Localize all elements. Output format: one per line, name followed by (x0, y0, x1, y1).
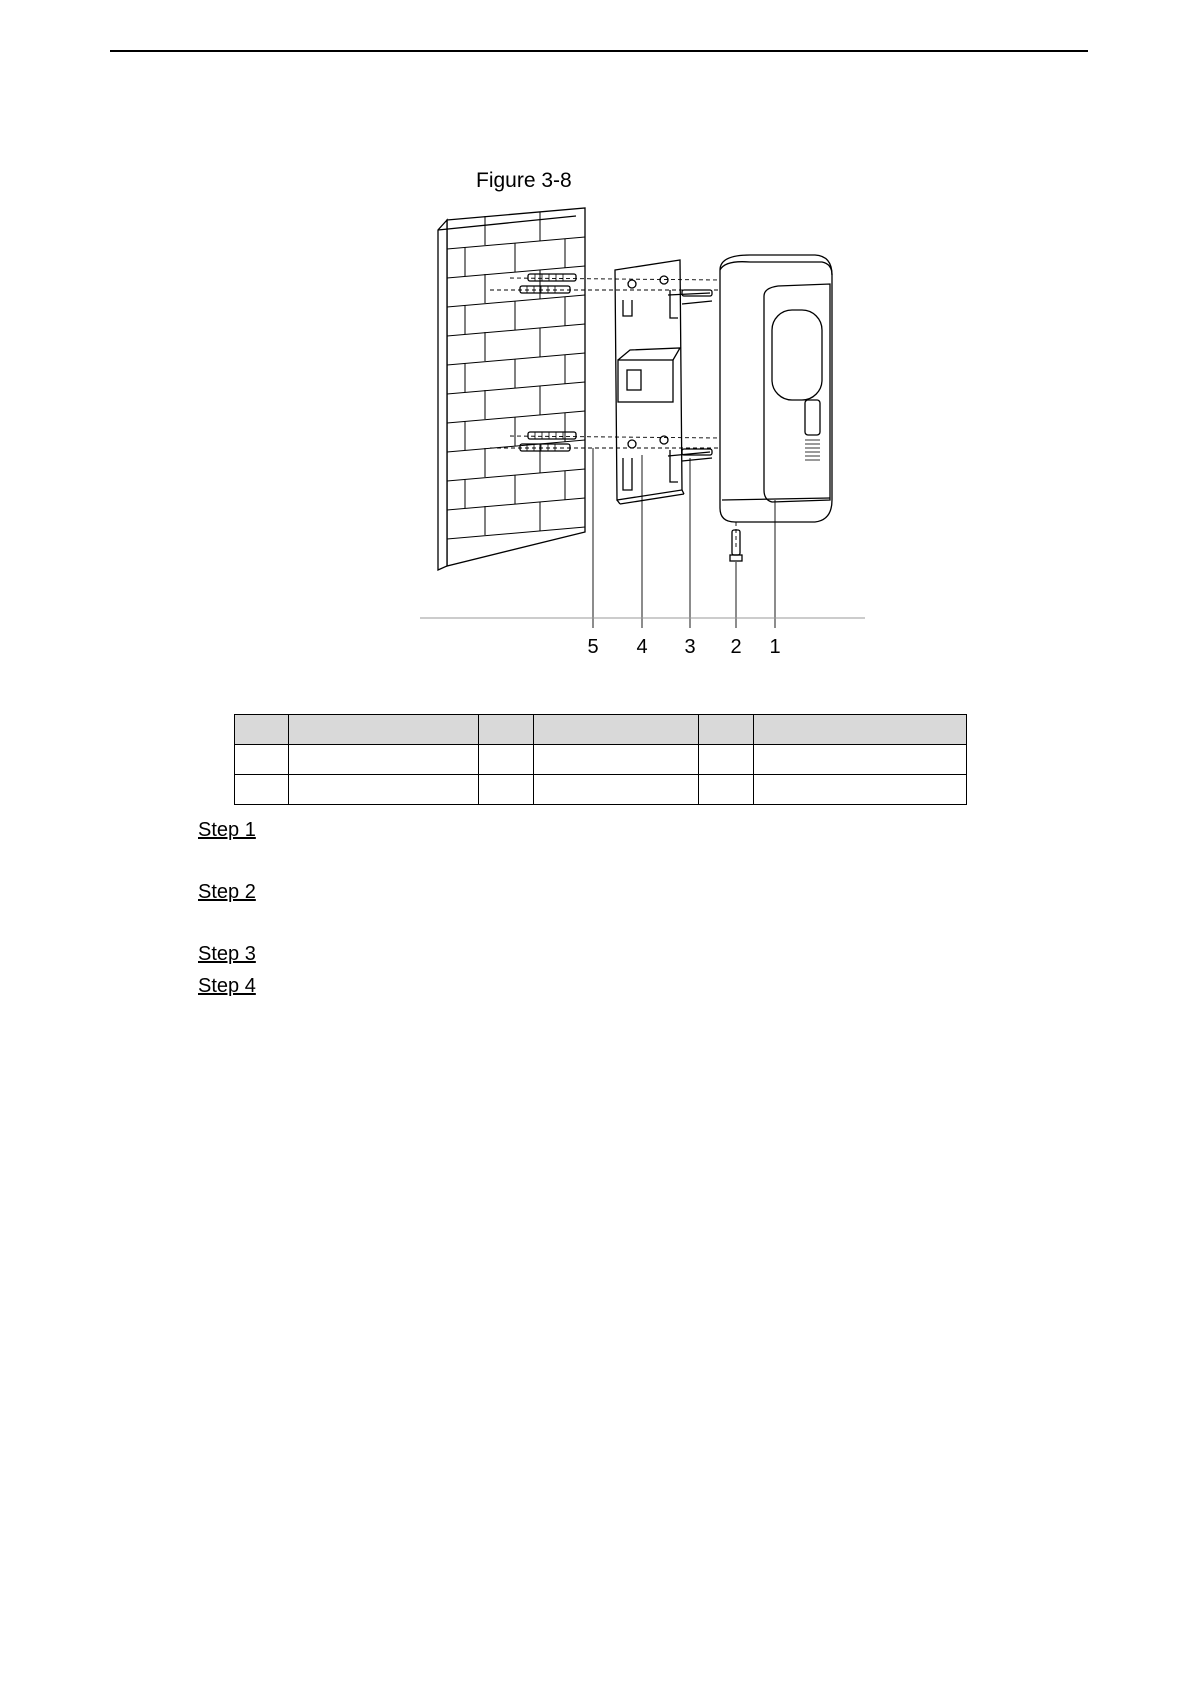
callout-1: 1 (769, 636, 781, 658)
wall-mount-installation-diagram (420, 200, 865, 660)
table-cell (754, 745, 967, 775)
table-cell (289, 715, 479, 745)
callout-5: 5 (587, 636, 599, 658)
table-cell (699, 775, 754, 805)
figure-caption: Figure 3-8 (476, 169, 572, 192)
table-cell (479, 775, 534, 805)
step-4-link[interactable]: Step 4 (198, 975, 256, 997)
table-cell (235, 745, 289, 775)
table-cell (534, 745, 699, 775)
mounting-bracket (615, 260, 684, 504)
doorbell-device (720, 255, 832, 522)
header-rule (110, 50, 1088, 52)
table-cell (289, 745, 479, 775)
table-cell (235, 775, 289, 805)
parts-table (234, 714, 967, 805)
table-cell (289, 775, 479, 805)
table-cell (534, 715, 699, 745)
table-cell (235, 715, 289, 745)
step-2-link[interactable]: Step 2 (198, 881, 256, 903)
table-cell (754, 715, 967, 745)
table-header-row (235, 715, 967, 745)
table-cell (699, 745, 754, 775)
table-cell (479, 745, 534, 775)
table-row (235, 775, 967, 805)
figure-callouts (420, 635, 865, 665)
brick-wall (438, 208, 585, 570)
table-row (235, 745, 967, 775)
callout-3: 3 (684, 636, 696, 658)
callout-2: 2 (730, 636, 742, 658)
table-cell (754, 775, 967, 805)
table-cell (479, 715, 534, 745)
step-3-link[interactable]: Step 3 (198, 943, 256, 965)
callout-4: 4 (636, 636, 648, 658)
step-1-link[interactable]: Step 1 (198, 819, 256, 841)
table-cell (534, 775, 699, 805)
table-cell (699, 715, 754, 745)
